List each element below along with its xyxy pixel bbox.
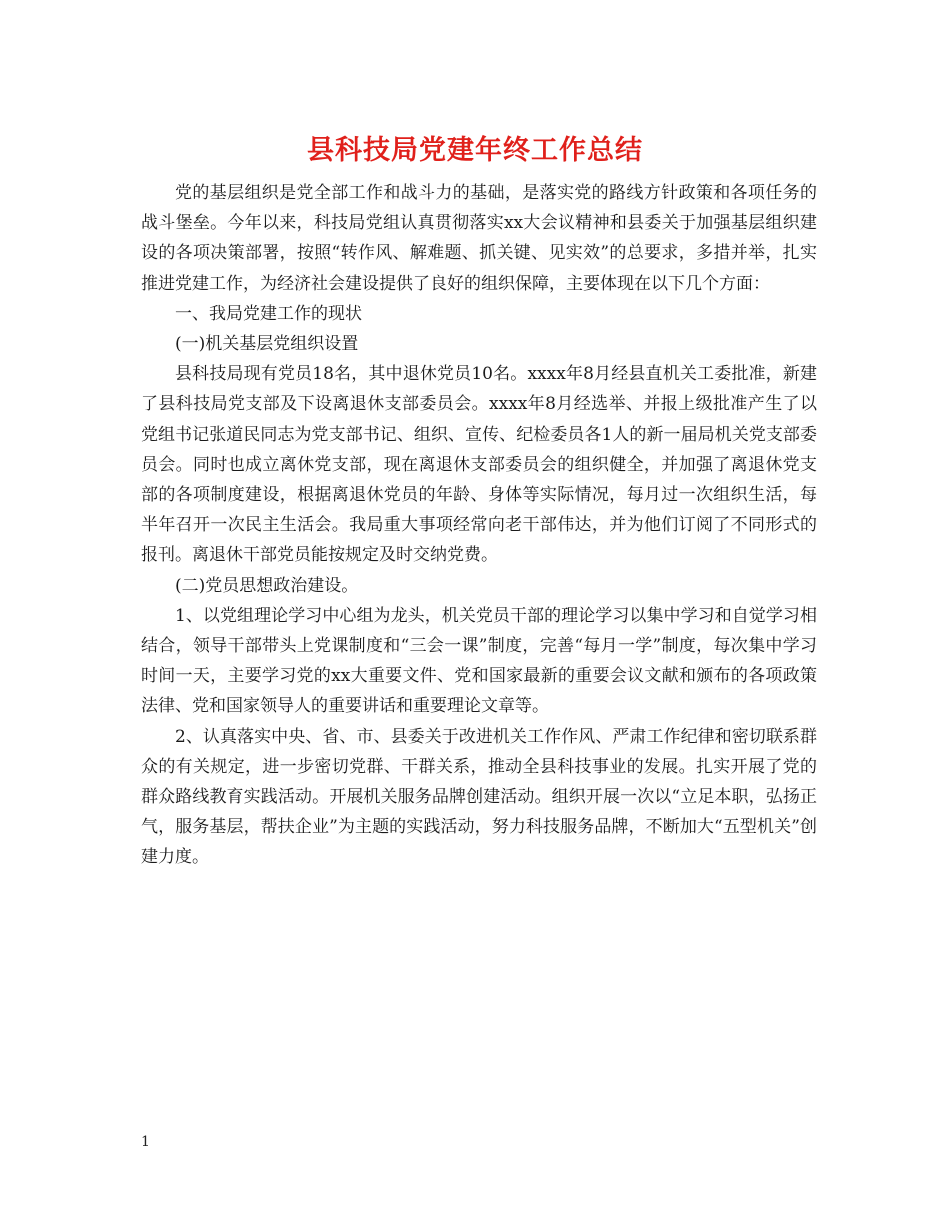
paragraph-intro: 党的基层组织是党全部工作和战斗力的基础，是落实党的路线方针政策和各项任务的战斗堡垒。今年以来，科技局党组认真贯彻落实xx大会议精神和县委关于加强基层组织建设的各项决策部署，按照“转作风、解难题、抓关键、见实效”的总要求，多措并举，扎实推进党建工作，为经济社会建设提供了良好的组织保障，主要体现在以下几个方面： bbox=[141, 183, 817, 294]
document-body bbox=[141, 178, 817, 873]
paragraph-item-1: 1、以党组理论学习中心组为龙头，机关党员干部的理论学习以集中学习和自觉学习相结合，领导干部带头上党课制度和“三会一课”制度，完善“每月一学”制度，每次集中学习时间一天，主要学习党的xx大重要文件、党和国家最新的重要会议文献和颁布的各项政策法律、党和国家领导人的重要讲话和重要理论文章等。 bbox=[141, 605, 817, 717]
paragraph-item-2: 2、认真落实中央、省、市、县委关于改进机关工作作风、严肃工作纪律和密切联系群众的有关规定，进一步密切党群、干群关系，推动全县科技事业的发展。扎实开展了党的群众路线教育实践活动。开展机关服务品牌创建活动。组织开展一次以“立足本职，弘扬正气，服务基层，帮扶企业”为主题的实践活动，努力科技服务品牌，不断加大“五型机关”创建力度。 bbox=[141, 726, 817, 868]
heading-subsection-1: (一)机关基层党组织设置 bbox=[175, 334, 359, 355]
page-number: 1 bbox=[141, 1134, 150, 1150]
paragraph-organization: 县科技局现有党员18名，其中退休党员10名。xxxx年8月经县直机关工委批准，新建了县科技局党支部及下设离退休支部委员会。xxxx年8月经选举、并报上级批准产生了以党组书记张道民同志为党支部书记、组织、宣传、纪检委员各1人的新一届局机关党支部委员会。同时也成立离休党支部，现在离退休支部委员会的组织健全，并加强了离退休党支部的各项制度建设，根据离退休党员的年龄、身体等实际情况，每月过一次组织生活，每半年召开一次民主生活会。我局重大事项经常向老干部伟达，并为他们订阅了不同形式的报刊。离退休干部党员能按规定及时交纳党费。 bbox=[141, 364, 817, 566]
document-title: 县科技局党建年终工作总结 bbox=[307, 135, 643, 166]
heading-section-1: 一、我局党建工作的现状 bbox=[175, 303, 362, 324]
heading-subsection-2: (二)党员思想政治建设。 bbox=[175, 575, 359, 596]
